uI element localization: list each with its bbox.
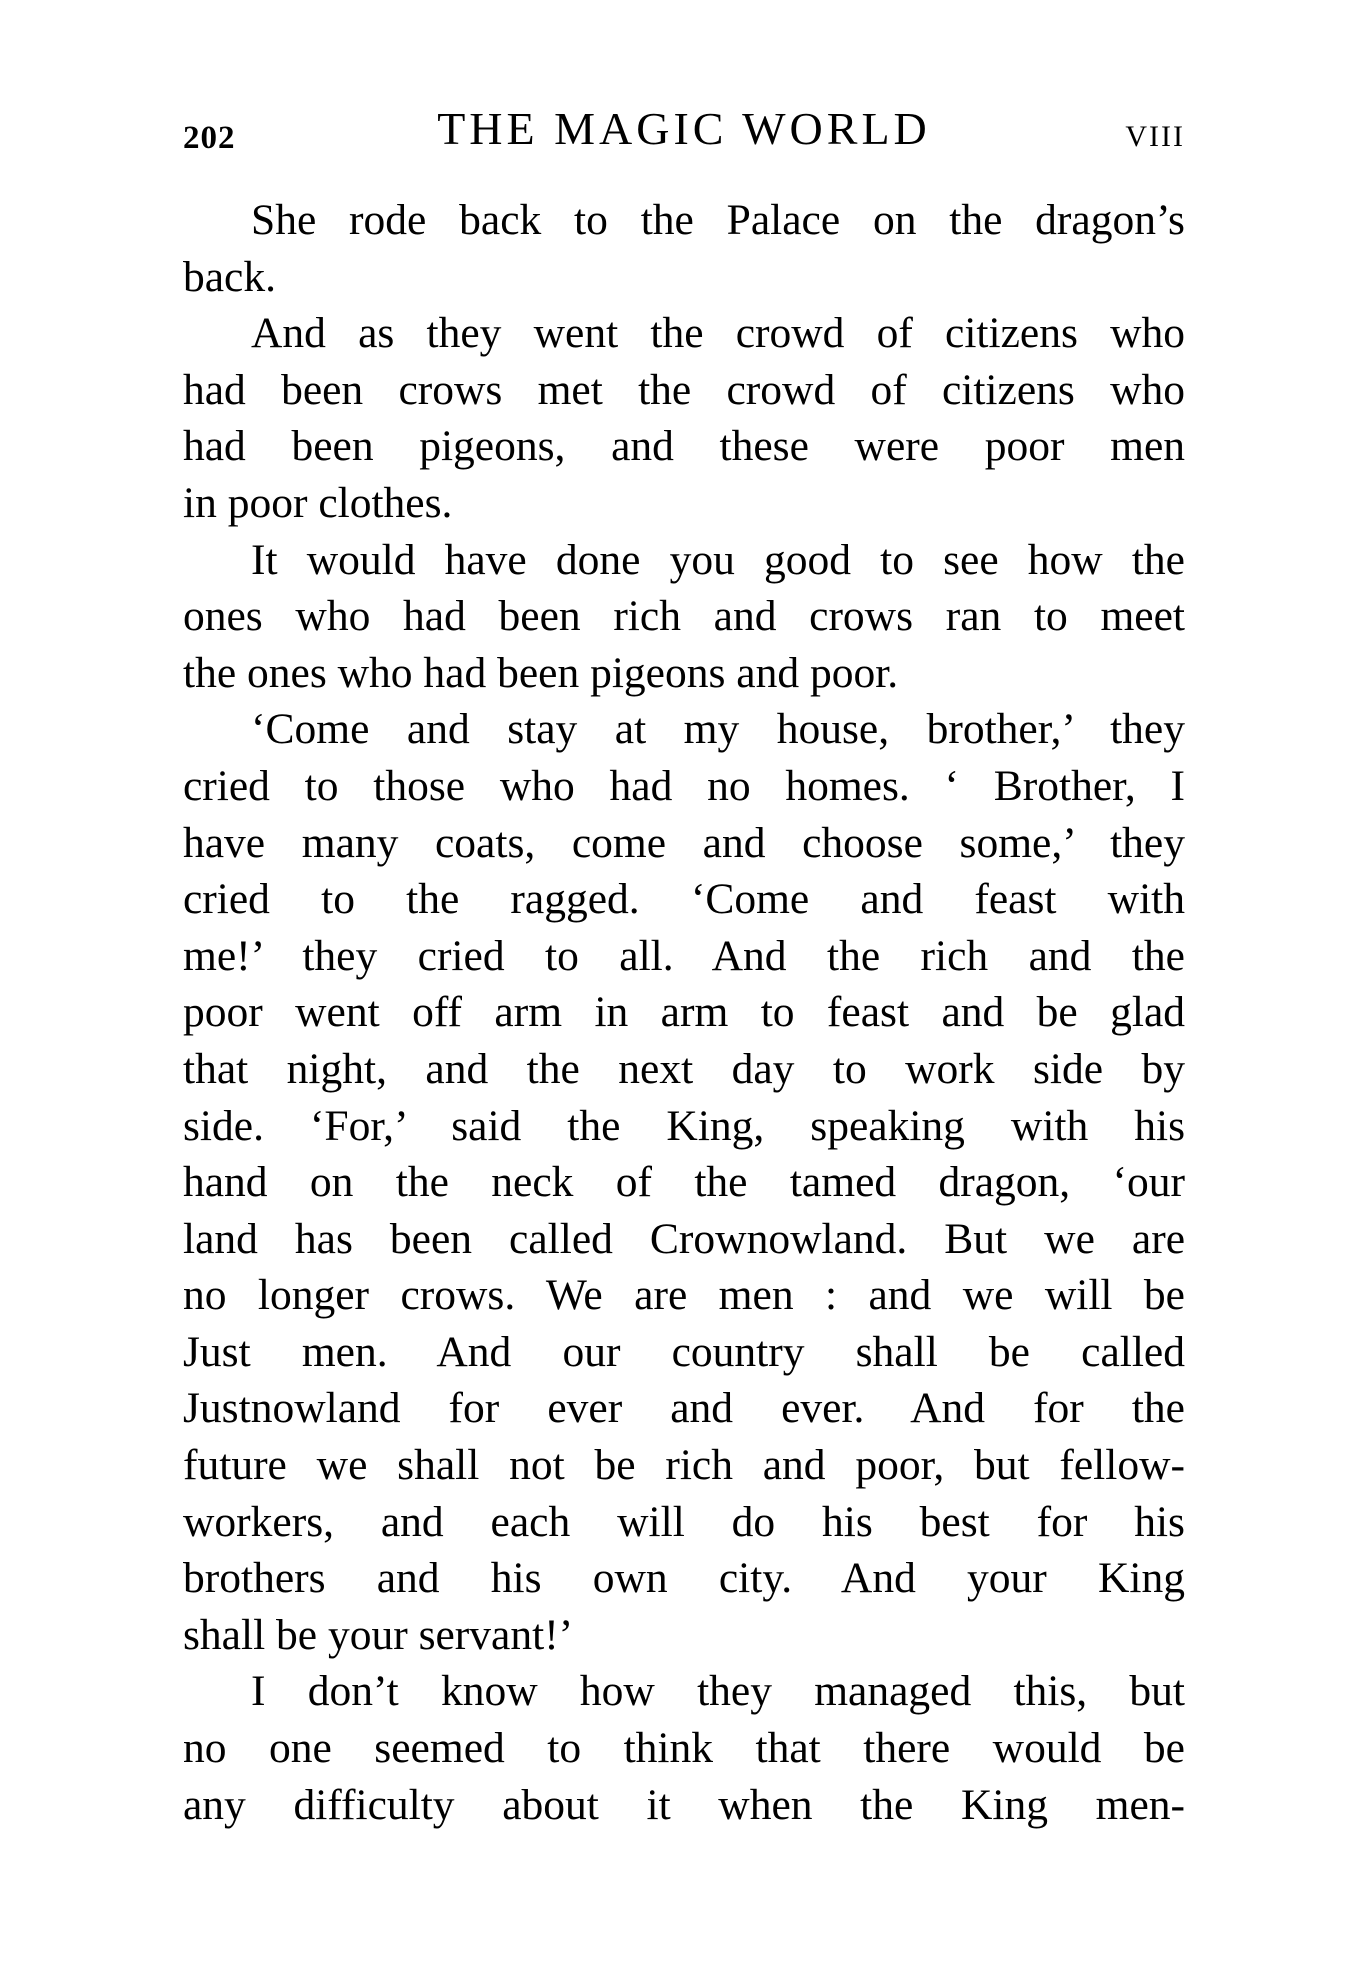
text-line: poor went off arm in arm to feast and be glad <box>183 988 1185 1037</box>
text-line: brothers and his own city. And your King <box>183 1554 1185 1603</box>
text-line: I don’t know how they managed this, but <box>251 1667 1185 1716</box>
text-line: that night, and the next day to work side by <box>183 1044 1185 1093</box>
text-line: no one seemed to think that there would be <box>183 1724 1185 1773</box>
text-line: no longer crows. We are men : and we will be <box>183 1271 1185 1320</box>
text-line: ones who had been rich and crows ran to meet <box>183 592 1185 641</box>
page-number: 202 <box>183 120 236 156</box>
text-line: future we shall not be rich and poor, but fellow- <box>183 1441 1185 1490</box>
body-text <box>183 192 1185 1833</box>
text-line: the ones who had been pigeons and poor. <box>183 648 899 697</box>
text-line: cried to those who had no homes. ‘ Brother, I <box>183 761 1185 810</box>
text-line: had been crows met the crowd of citizens who <box>183 365 1185 414</box>
text-line: side. ‘For,’ said the King, speaking with his <box>183 1101 1185 1150</box>
text-line: workers, and each will do his best for his <box>183 1497 1185 1546</box>
text-line: shall be your servant!’ <box>183 1610 574 1659</box>
chapter-number: VIII <box>1125 120 1185 153</box>
text-line: She rode back to the Palace on the dragon’s <box>251 196 1185 244</box>
running-head <box>183 102 1185 162</box>
text-line: It would have done you good to see how the <box>251 535 1185 584</box>
text-line: Just men. And our country shall be called <box>183 1327 1185 1376</box>
text-line: cried to the ragged. ‘Come and feast with <box>183 875 1185 924</box>
text-line: in poor clothes. <box>183 478 453 527</box>
text-line: me!’ they cried to all. And the rich and the <box>183 931 1185 980</box>
text-line: had been pigeons, and these were poor men <box>183 422 1185 471</box>
text-line: any difficulty about it when the King men- <box>183 1780 1185 1829</box>
text-line: land has been called Crownowland. But we are <box>183 1214 1185 1263</box>
text-line: Justnowland for ever and ever. And for the <box>183 1384 1185 1433</box>
text-line: back. <box>183 252 276 301</box>
text-line: have many coats, come and choose some,’ they <box>183 818 1185 867</box>
text-line: hand on the neck of the tamed dragon, ‘our <box>183 1158 1185 1207</box>
text-line: And as they went the crowd of citizens who <box>251 309 1185 358</box>
text-line: ‘Come and stay at my house, brother,’ they <box>251 705 1185 754</box>
book-title: THE MAGIC WORLD <box>437 103 931 154</box>
